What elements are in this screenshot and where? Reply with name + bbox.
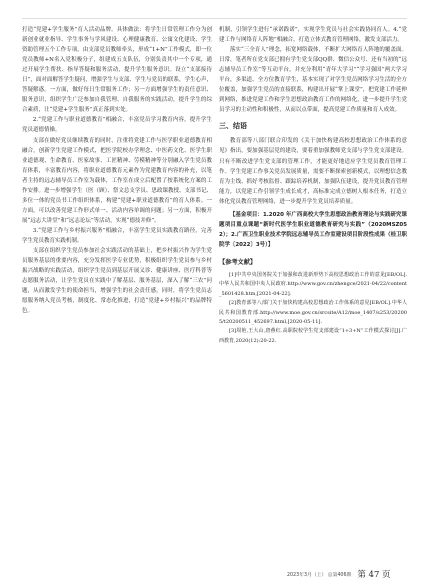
body-paragraph: 支部在做好党员继续教育的同时，注重将党建工作与医学职业道德教育相融合，创新学生党建工作模式，把医学院校办学理念、中医药文化、医学生职业道德观、生命教育、医家故事、工匠精神、劳模精神等分别融入学生党员教育体系，丰富教育内容，将职业道德教育元素作为党建教育内容的补充，以笔者主持的远志辅导员工作室为载体，工作室在成立后配置了按系统化方案的工作安排。进一步增强学生（医（顾）、祭文总支学员、思政课教授、支部书记、多位一体的党员书工作组织体系，构建“党建+职业道德教育”的育人体系。一方面，可以改善党建工作形式单一、活动内容单调的问题；另一方面，积极开展“远志大讲堂”和“远志论坛”等活动，实现“德技并修”。: [22, 137, 212, 224]
body-paragraph: 2.“党建工作与职业道德教育”相融合，丰富党员学习教育内容，提升学生党员道德情操。: [22, 117, 212, 134]
top-divider: [22, 18, 407, 19]
issue-label: 2023年3月（上） 总第406期: [287, 572, 352, 578]
right-column: [219, 25, 407, 346]
body-paragraph: 打造“党建+学生服务”育人活动品牌。具体做法：将学生日常管理工作分为创新创业就业指导、学生事务与学风建设、心理健康教育、公寓文化建设、学生资助管理五个工作专项，由支部党员教师牵头，形成“1+N”工作模式，即一位党员教师+N名入党积极分子，组建成五支队伍，分别负责其中一个专项，通过开展学生帮扶、指导答疑和服务活动，提升学生服务意识。设立“支部接待日”，面对面解答学生疑问，增强学生与支部、学生与党员的联系，学生心声，答疑解惑。一方面，做好每日生常服务工作；另一方面增强学生的责任意识、服务意识，组织学生广泛参加自我管理、自我服务的实践活动，提升学生的综合素质，让“党建+学生服务”真正落到实处。: [22, 27, 212, 114]
body-paragraph: 支部在组织学生党员参加社会实践活动的基础上，把乡村振兴作为学生党员服务基层的重要内容，充分发挥医学专业优势，积极组织学生党员参与乡村振兴战略的实践活动，组织学生党员到基层开展义诊、健康讲座、医疗科普等志愿服务活动，让学生党员在实践中了解基层、服务基层，深入了解“三农”问题，从而激发学生的使命担当，增强学生的社会责任感，同时，将学生党员志愿服务纳入党员考核，制度化、常态化推进，打造“党建+乡村振兴”的品牌特色。: [22, 248, 212, 315]
references-heading: 【参考文献】: [219, 258, 257, 266]
conclusion-paragraph: 教育部等八部门联合印发的《关于加快构建高校思想政治工作体系的意见》指出，要加强基层党的建设，要着重加强教师党支部与学生党支部建设。只有不断改进学生党支部的管理工作，才能更好地适应学生党员教育管理工作。学生党建工作事关党员发展质量，需要不断探索创新模式，以理想信念教育为主线、抓好考核监督、跟踪培养机制，加强队伍建设，提升党员教育管理能力，以党建工作引领学生成长成才，高标准完成立德树人根本任务，打造立体化党员教育管理网络，进一步提升学生党员培养质量。: [219, 138, 407, 205]
body-paragraph: 落实“三全育人”理念，拓宽网络载体，不断扩大网络育人阵地的覆盖面。日常，笔者所在党支部已拥有学生党支部QQ群、微信公众号、还有当初的“远志辅导员工作室”等互动平台，并充分利用“青年大学习”“学习强国”两大学习平台，多渠道、全方位教育学生，基本实现了对学生党员网络学习生活的全方位覆盖，加强学生党员的直接联系，构建出开展“掌上课堂”，把党建工作延伸到网络，推进党建工作和学生思想政治教育工作的网络化，进一步提升学生党员学习的主动性和积极性，从而以点带面，提高党建工作质量和育人成效。: [219, 47, 407, 114]
page-footer: [287, 568, 391, 580]
reference-item: [3]周艳,王大山,唐燕红.高职院校学生党支部建设“1+3+N”工作模式探讨[J].广西教育,2020(12):20-22.: [219, 328, 407, 344]
reference-item: [1]中共中央国务院关于加强和改进新形势下高校思想政治工作的意见[EB/OL].中华人民共和国中央人民政府.http://www.gov.cn/zhengce/2021-04/22/content_5601428.htm,[2021-04-22].: [219, 271, 407, 297]
reference-item: [2]教育部等八部门关于加快构建高校思想政治工作体系的意见[EB/OL].中华人民共和国教育部.http://www.moe.gov.cn/srcsite/A12/moe_1407/s253/202005/t20200511_452697.html,[2020-05-11].: [219, 300, 407, 325]
section-heading: 三、结语: [219, 122, 247, 131]
left-column: [22, 25, 212, 316]
fund-note: 【基金项目：1.2020 年广西高校大学生思想政治教育理论与实践研究课题项目重点课题“新时代医学生职业道德教育研究与实践”（2020MSZ052）；2.广西卫生职业技术学院远志辅导员工作室建设项目阶段性成果（桂卫职院学〔2022〕3号）】: [219, 211, 407, 248]
body-paragraph: 3.“党建工作与乡村振兴服务”相融合，丰富学生党员实践教育路径，完善学生党员教育实践机制。: [22, 227, 212, 244]
page-number: 第 47 页: [357, 570, 391, 580]
body-paragraph: 机制，引领学生进行“承诺践诺”，实现学生党员与社会实践协同育人。4.“党建工作与网络育人阵地”相融合，打造立体式教育管理网络，激发支部活力。: [219, 27, 407, 44]
